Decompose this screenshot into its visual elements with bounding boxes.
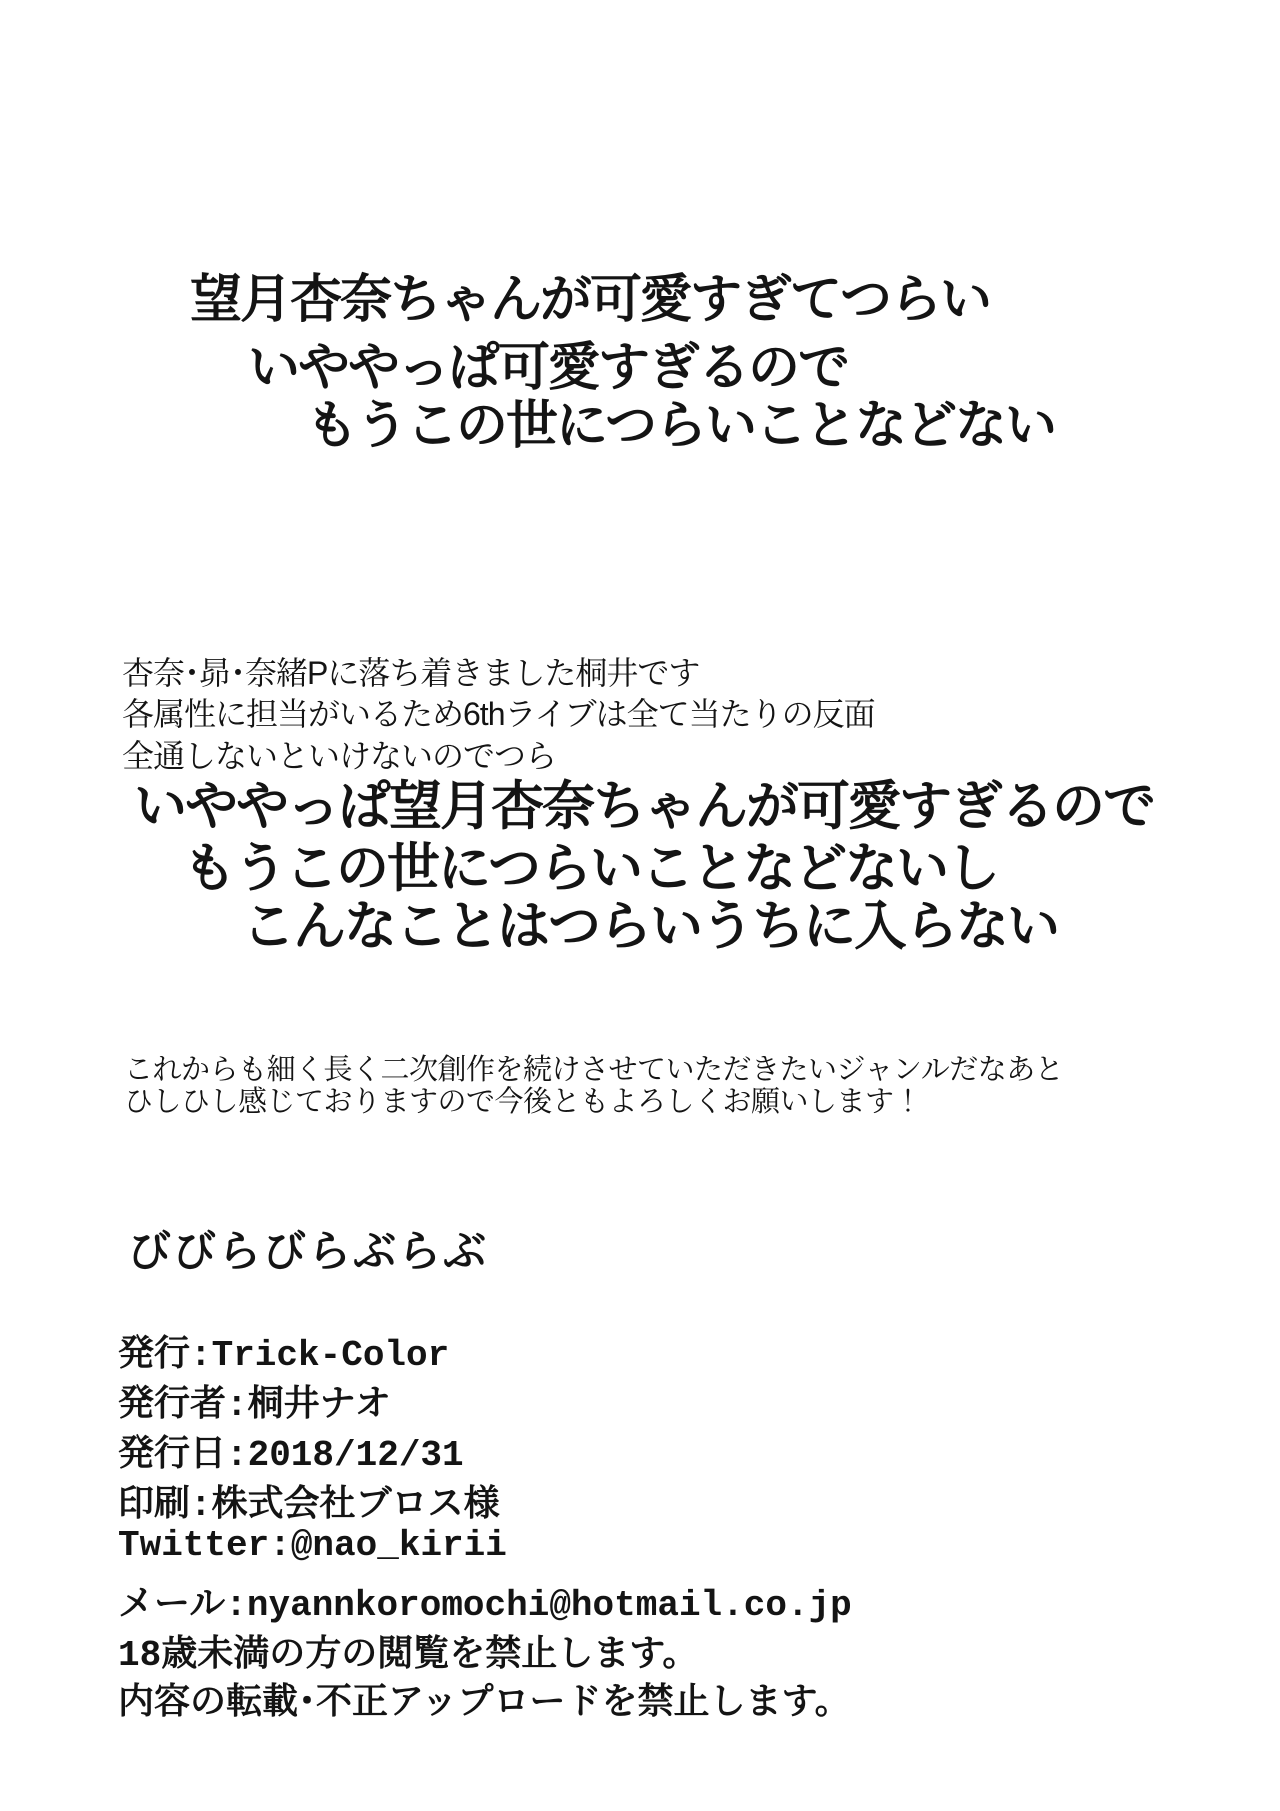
closing-line-1: これからも細く長く二次創作を続けさせていただきたいジャンルだなあと — [124, 1054, 1064, 1086]
statement-line-2: もうこの世につらいことなどないし — [183, 840, 998, 898]
colophon-printer: 印刷:株式会社ブロス様 — [118, 1485, 500, 1526]
comment-line-2: 各属性に担当がいるため6thライブは全て当たりの反面 — [122, 696, 875, 732]
comment-line-1: 杏奈･昴･奈緒Pに落ち着きました桐井です — [122, 655, 700, 691]
heading-line-1: 望月杏奈ちゃんが可愛すぎてつらい — [190, 272, 991, 329]
heading-line-2: いややっぱ可愛すぎるので — [248, 340, 849, 397]
heading-line-3: もうこの世につらいことなどない — [306, 398, 1055, 455]
colophon-twitter-handle: Twitter:@nao_kirii — [118, 1525, 507, 1566]
colophon-repost-notice: 内容の転載･不正アップロードを禁止します。 — [118, 1683, 851, 1724]
comment-line-3: 全通しないといけないのでつら — [122, 738, 557, 774]
statement-line-1: いややっぱ望月杏奈ちゃんが可愛すぎるので — [134, 778, 1154, 836]
closing-line-2: ひしひし感じておりますので今後ともよろしくお願いします！ — [124, 1086, 923, 1118]
book-title: びびらびらぶらぶ — [128, 1228, 488, 1276]
colophon-author: 発行者:桐井ナオ — [118, 1385, 391, 1426]
colophon-publisher: 発行:Trick-Color — [118, 1335, 450, 1376]
colophon-email: メール:nyannkoromochi@hotmail.co.jp — [118, 1585, 852, 1626]
colophon-publish-date: 発行日:2018/12/31 — [118, 1435, 464, 1476]
statement-line-3: こんなことはつらいうちに入らない — [242, 898, 1058, 956]
colophon-age-notice: 18歳未満の方の閲覧を禁止します。 — [118, 1635, 699, 1676]
